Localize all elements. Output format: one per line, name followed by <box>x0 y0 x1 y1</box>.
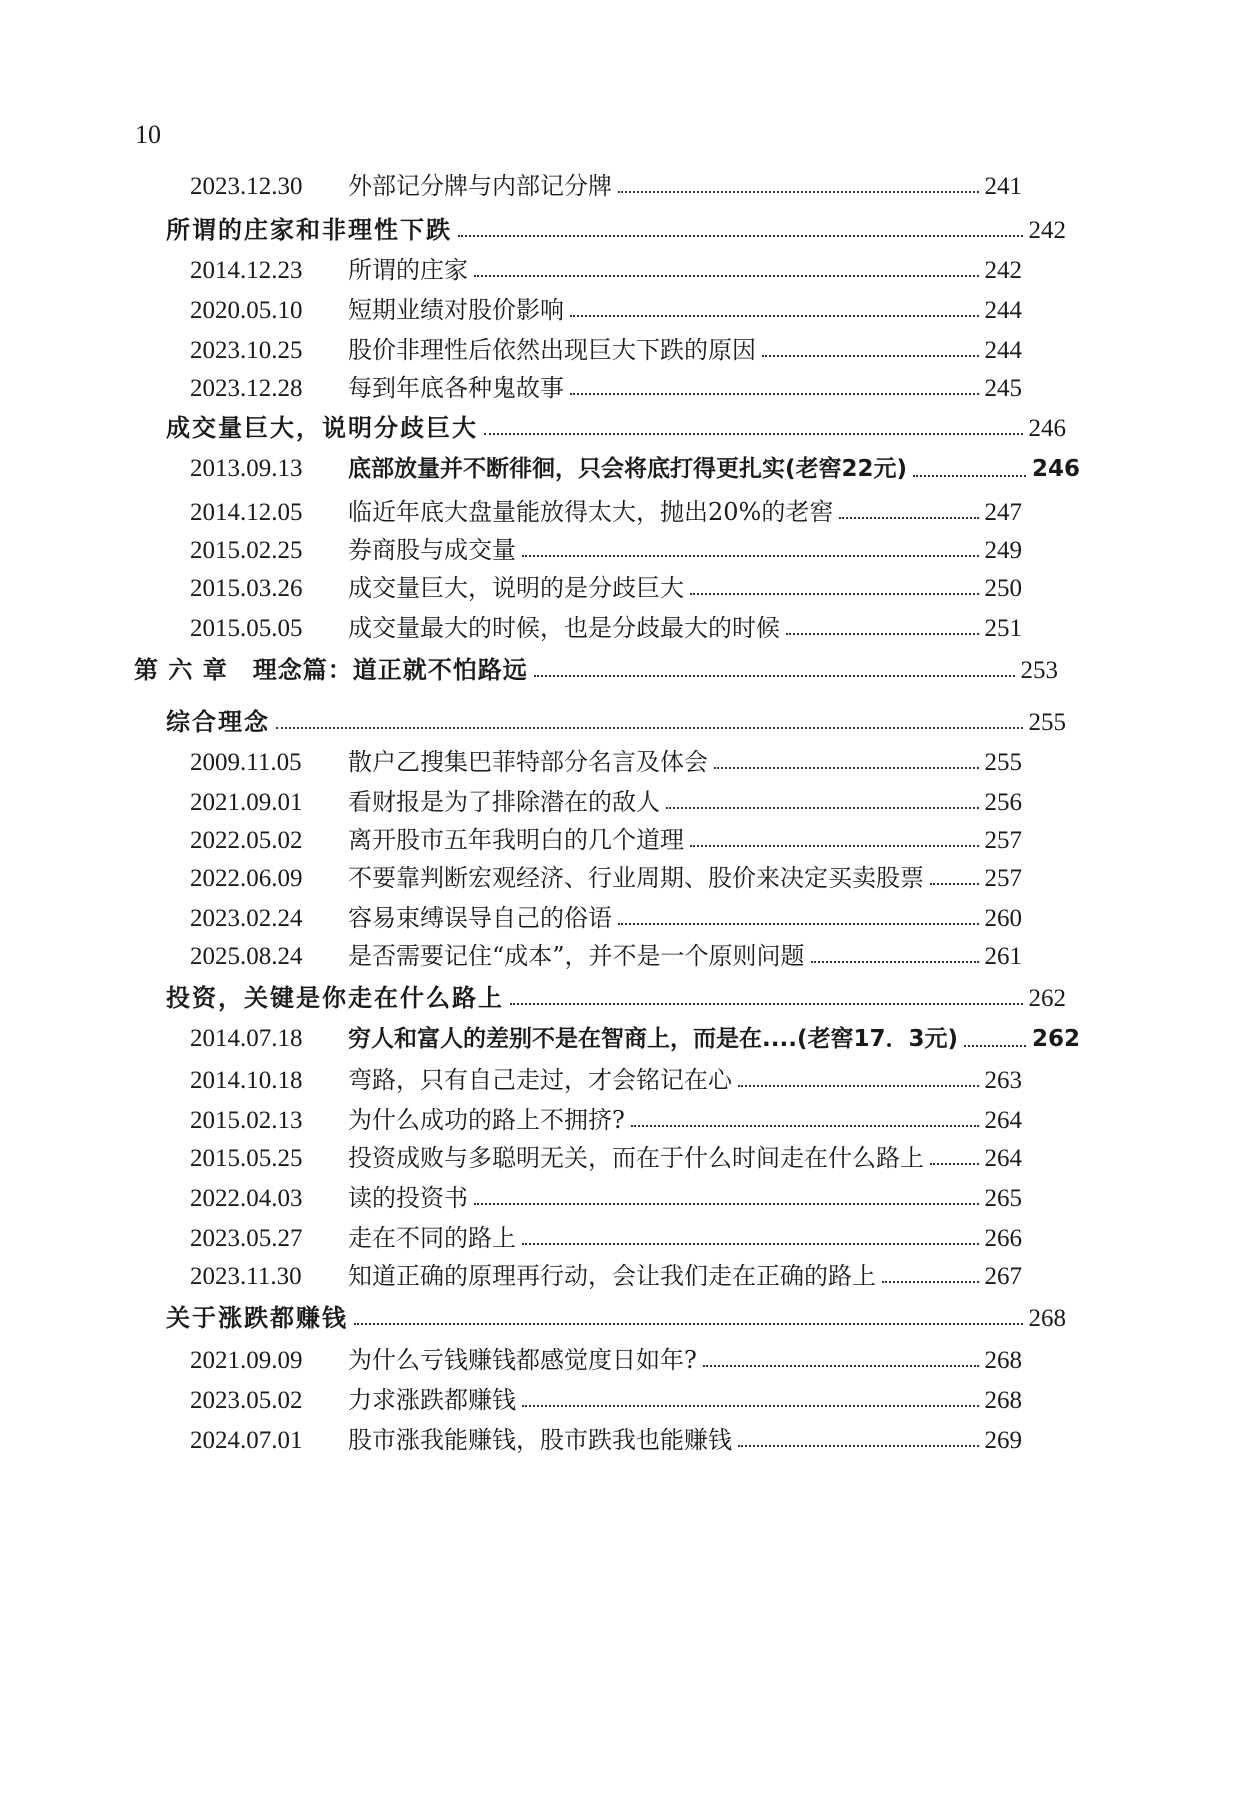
entry-page-number: 263 <box>984 1067 1022 1094</box>
dot-leader <box>618 191 979 193</box>
dot-leader <box>484 433 1023 435</box>
toc-entry <box>190 1380 1022 1416</box>
entry-date: 2023.05.02 <box>190 1387 303 1414</box>
dot-leader <box>811 961 979 963</box>
entry-date: 2022.05.02 <box>190 827 303 854</box>
toc-entry <box>190 782 1022 818</box>
entry-date: 2023.11.30 <box>190 1263 302 1290</box>
dot-leader <box>570 393 979 395</box>
entry-page-number: 246 <box>1031 456 1080 482</box>
dot-leader <box>570 315 979 317</box>
toc-entry <box>190 450 1080 486</box>
entry-title: 穷人和富人的差别不是在智商上，而是在....(老窖17．3元) <box>348 1026 958 1052</box>
entry-title: 知道正确的原理再行动，会让我们走在正确的路上 <box>348 1262 876 1290</box>
entry-page-number: 247 <box>984 499 1022 526</box>
toc-section <box>166 210 1066 246</box>
entry-page-number: 269 <box>984 1427 1022 1454</box>
entry-title: 为什么亏钱赚钱都感觉度日如年? <box>348 1346 697 1374</box>
entry-date: 2015.02.25 <box>190 537 303 564</box>
dot-leader <box>474 1203 979 1205</box>
entry-page-number: 262 <box>1028 985 1066 1012</box>
entry-date: 2021.09.09 <box>190 1347 303 1374</box>
toc-entry <box>190 1340 1022 1376</box>
entry-date: 2015.05.25 <box>190 1145 303 1172</box>
entry-title: 股市涨我能赚钱，股市跌我也能赚钱 <box>348 1426 732 1454</box>
toc-entry <box>190 936 1022 972</box>
dot-leader <box>882 1281 979 1283</box>
dot-leader <box>534 675 1015 677</box>
toc-entry <box>190 742 1022 778</box>
entry-page-number: 242 <box>984 257 1022 284</box>
toc-entry <box>190 1178 1022 1214</box>
entry-page-number: 261 <box>984 943 1022 970</box>
entry-page-number: 257 <box>984 827 1022 854</box>
toc-entry <box>190 1060 1022 1096</box>
entry-title: 力求涨跌都赚钱 <box>348 1386 516 1414</box>
entry-page-number: 255 <box>1028 709 1066 736</box>
dot-leader <box>522 1405 979 1407</box>
entry-title: 为什么成功的路上不拥挤? <box>348 1106 625 1134</box>
toc-entry <box>190 1020 1080 1056</box>
toc-entry <box>190 330 1022 366</box>
entry-date: 2014.07.18 <box>190 1025 303 1052</box>
entry-title: 底部放量并不断徘徊，只会将底打得更扎实(老窖22元) <box>348 456 908 482</box>
entry-page-number: 260 <box>984 905 1022 932</box>
dot-leader <box>738 1085 979 1087</box>
entry-page-number: 245 <box>984 375 1022 402</box>
entry-page-number: 268 <box>1028 1305 1066 1332</box>
entry-title: 所谓的庄家和非理性下跌 <box>166 216 452 244</box>
entry-page-number: 251 <box>984 615 1022 642</box>
entry-page-number: 250 <box>984 575 1022 602</box>
toc-entry <box>190 1100 1022 1136</box>
entry-title: 综合理念 <box>166 708 270 736</box>
entry-page-number: 262 <box>1031 1026 1080 1052</box>
entry-date: 2023.12.28 <box>190 375 303 402</box>
entry-date: 2015.02.13 <box>190 1107 303 1134</box>
entry-page-number: 242 <box>1028 217 1066 244</box>
entry-page-number: 246 <box>1028 415 1066 442</box>
toc-entry <box>190 898 1022 934</box>
entry-title: 股价非理性后依然出现巨大下跌的原因 <box>348 336 756 364</box>
entry-date: 2020.05.10 <box>190 297 303 324</box>
entry-title: 临近年底大盘量能放得太大，抛出20%的老窖 <box>348 498 834 526</box>
toc-entry <box>190 368 1022 404</box>
entry-date: 2023.05.27 <box>190 1225 303 1252</box>
toc-section <box>166 1298 1066 1334</box>
entry-page-number: 244 <box>984 337 1022 364</box>
entry-date: 2015.03.26 <box>190 575 303 602</box>
dot-leader <box>714 767 979 769</box>
entry-page-number: 241 <box>984 173 1022 200</box>
dot-leader <box>930 883 979 885</box>
entry-page-number: 264 <box>984 1145 1022 1172</box>
entry-date: 2014.10.18 <box>190 1067 303 1094</box>
entry-date: 2022.06.09 <box>190 865 303 892</box>
entry-title: 每到年底各种鬼故事 <box>348 374 564 402</box>
dot-leader <box>510 1003 1023 1005</box>
entry-date: 2023.10.25 <box>190 337 303 364</box>
dot-leader <box>690 593 979 595</box>
entry-page-number: 267 <box>984 1263 1022 1290</box>
toc-entry <box>190 492 1022 528</box>
entry-page-number: 265 <box>984 1185 1022 1212</box>
dot-leader <box>666 807 979 809</box>
entry-page-number: 244 <box>984 297 1022 324</box>
entry-date: 2014.12.23 <box>190 257 303 284</box>
entry-title: 短期业绩对股价影响 <box>348 296 564 324</box>
toc-entry <box>190 250 1022 286</box>
toc-chapter <box>134 650 1058 686</box>
entry-title: 成交量最大的时候，也是分歧最大的时候 <box>348 614 780 642</box>
toc-section <box>166 408 1066 444</box>
entry-date: 2021.09.01 <box>190 789 303 816</box>
entry-title: 看财报是为了排除潜在的敌人 <box>348 788 660 816</box>
entry-title: 关于涨跌都赚钱 <box>166 1304 348 1332</box>
entry-title: 外部记分牌与内部记分牌 <box>348 172 612 200</box>
entry-page-number: 255 <box>984 749 1022 776</box>
dot-leader <box>913 475 1026 477</box>
entry-title: 券商股与成交量 <box>348 536 516 564</box>
dot-leader <box>354 1323 1023 1325</box>
toc-entry <box>190 568 1022 604</box>
entry-page-number: 266 <box>984 1225 1022 1252</box>
dot-leader <box>839 517 978 519</box>
dot-leader <box>458 235 1023 237</box>
entry-title: 离开股市五年我明白的几个道理 <box>348 826 684 854</box>
entry-title: 第 六 章 理念篇：道正就不怕路远 <box>134 656 528 684</box>
entry-title: 走在不同的路上 <box>348 1224 516 1252</box>
entry-date: 2022.04.03 <box>190 1185 303 1212</box>
entry-title: 弯路，只有自己走过，才会铭记在心 <box>348 1066 732 1094</box>
toc-section <box>166 978 1066 1014</box>
page-number: 10 <box>135 120 161 149</box>
dot-leader <box>738 1445 979 1447</box>
toc-entry <box>190 1256 1022 1292</box>
entry-date: 2014.12.05 <box>190 499 303 526</box>
dot-leader <box>618 923 979 925</box>
dot-leader <box>276 727 1023 729</box>
dot-leader <box>522 1243 979 1245</box>
entry-page-number: 256 <box>984 789 1022 816</box>
toc-entry <box>190 1218 1022 1254</box>
dot-leader <box>930 1163 979 1165</box>
toc-entry <box>190 608 1022 644</box>
toc-entry <box>190 1138 1022 1174</box>
entry-page-number: 268 <box>984 1347 1022 1374</box>
dot-leader <box>690 845 979 847</box>
entry-date: 2023.02.24 <box>190 905 303 932</box>
entry-title: 是否需要记住“成本”，并不是一个原则问题 <box>348 942 805 970</box>
entry-page-number: 268 <box>984 1387 1022 1414</box>
entry-date: 2025.08.24 <box>190 943 303 970</box>
dot-leader <box>522 555 979 557</box>
toc-entry <box>190 1420 1022 1456</box>
toc-section <box>166 702 1066 738</box>
toc-entry <box>190 820 1022 856</box>
dot-leader <box>631 1125 979 1127</box>
entry-page-number: 249 <box>984 537 1022 564</box>
entry-date: 2009.11.05 <box>190 749 302 776</box>
entry-page-number: 264 <box>984 1107 1022 1134</box>
entry-page-number: 253 <box>1020 657 1058 684</box>
dot-leader <box>762 355 979 357</box>
entry-title: 成交量巨大，说明的是分歧巨大 <box>348 574 684 602</box>
entry-date: 2023.12.30 <box>190 173 303 200</box>
toc-entry <box>190 290 1022 326</box>
dot-leader <box>964 1045 1026 1047</box>
entry-date: 2015.05.05 <box>190 615 303 642</box>
entry-title: 容易束缚误导自己的俗语 <box>348 904 612 932</box>
entry-date: 2013.09.13 <box>190 455 303 482</box>
entry-title: 读的投资书 <box>348 1184 468 1212</box>
entry-page-number: 257 <box>984 865 1022 892</box>
toc-entry <box>190 530 1022 566</box>
entry-title: 投资，关键是你走在什么路上 <box>166 984 504 1012</box>
entry-title: 成交量巨大，说明分歧巨大 <box>166 414 478 442</box>
entry-date: 2024.07.01 <box>190 1427 303 1454</box>
entry-title: 所谓的庄家 <box>348 256 468 284</box>
dot-leader <box>474 275 979 277</box>
entry-title: 投资成败与多聪明无关，而在于什么时间走在什么路上 <box>348 1144 924 1172</box>
entry-title: 散户乙搜集巴菲特部分名言及体会 <box>348 748 708 776</box>
toc-entry <box>190 166 1022 202</box>
dot-leader <box>703 1365 979 1367</box>
toc-entry <box>190 858 1022 894</box>
entry-title: 不要靠判断宏观经济、行业周期、股价来决定买卖股票 <box>348 864 924 892</box>
dot-leader <box>786 633 979 635</box>
